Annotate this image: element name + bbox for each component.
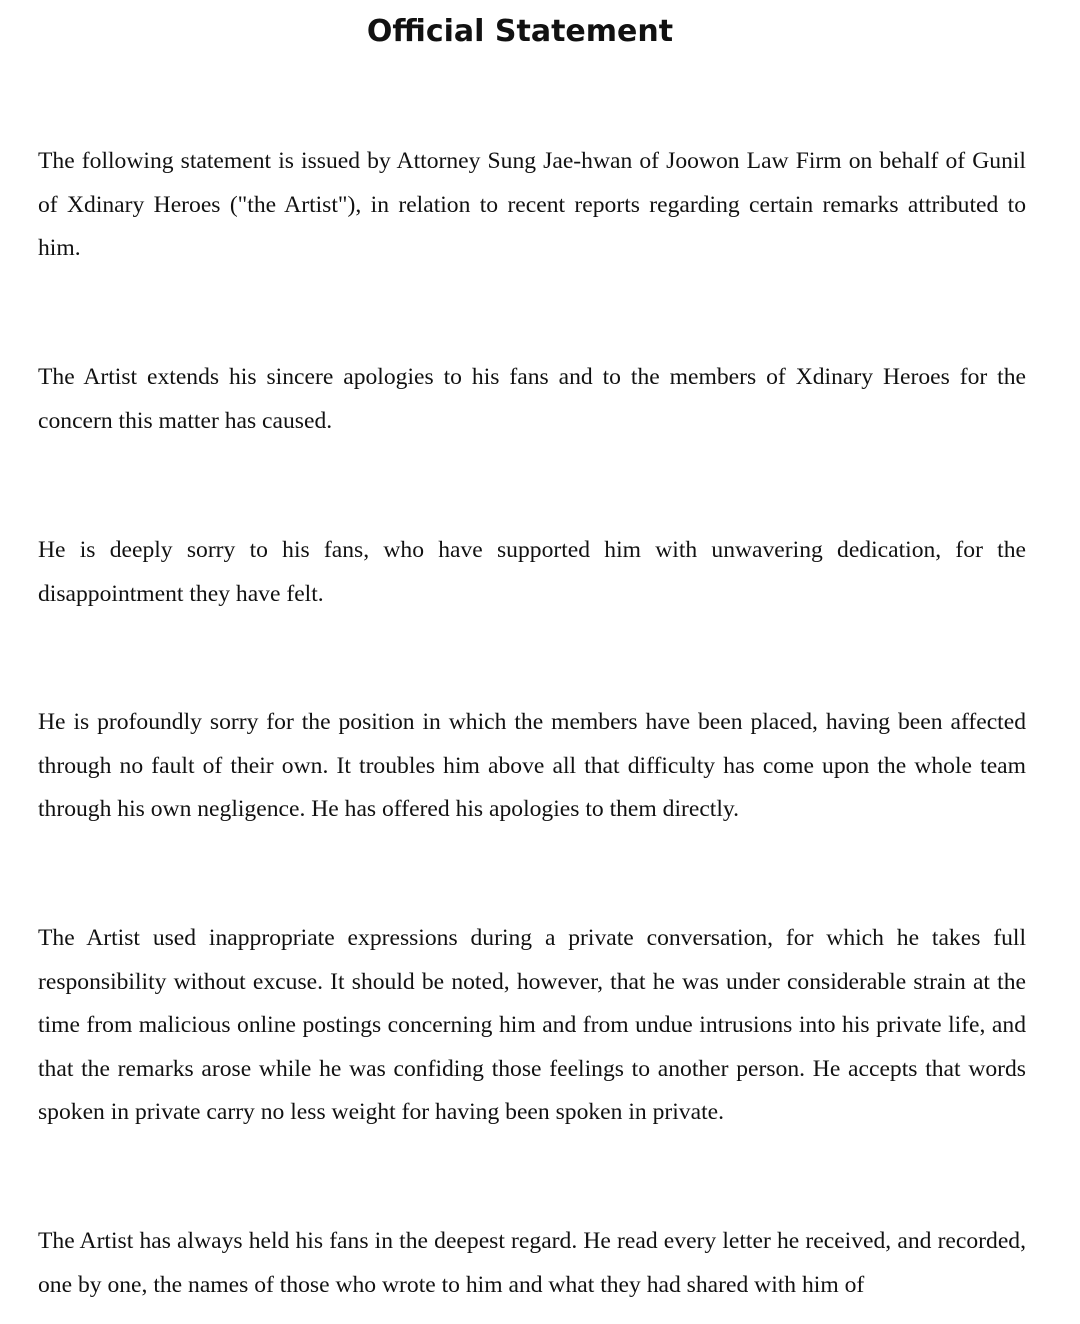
paragraph-responsibility: The Artist used inappropriate expressions during a private conversation, for which he takes full responsibility without excuse. It should be noted, however, that he was under considerable strain at the time from malicious online postings concerning him and from undue intrusions into his private life, and that the remarks arose while he was confiding those feelings to another person. He accepts that words spoken in private carry no less weight for having been spoken in private. [38,925,1026,1125]
page-title: Official Statement [366,14,674,49]
paragraph-members: He is profoundly sorry for the position in which the members have been placed, having been affected through no fault of their own. It troubles him above all that difficulty has come upon the whole team through his own negligence. He has offered his apologies to them directly. [38,709,1026,822]
paragraph-regard: The Artist has always held his fans in the deepest regard. He read every letter he received, and recorded, one by one, the names of those who wrote to him and what they had shared with him of [38,1228,1026,1298]
paragraph-apology: The Artist extends his sincere apologies to his fans and to the members of Xdinary Heroes for the concern this matter has caused. [38,364,1026,434]
paragraph-fans: He is deeply sorry to his fans, who have supported him with unwavering dedication, for the disappointment they have felt. [38,537,1026,607]
paragraph-issuer: The following statement is issued by Attorney Sung Jae-hwan of Joowon Law Firm on behalf of Gunil of Xdinary Heroes ("the Artist"), in relation to recent reports regarding certain remarks attributed to him. [38,148,1026,261]
